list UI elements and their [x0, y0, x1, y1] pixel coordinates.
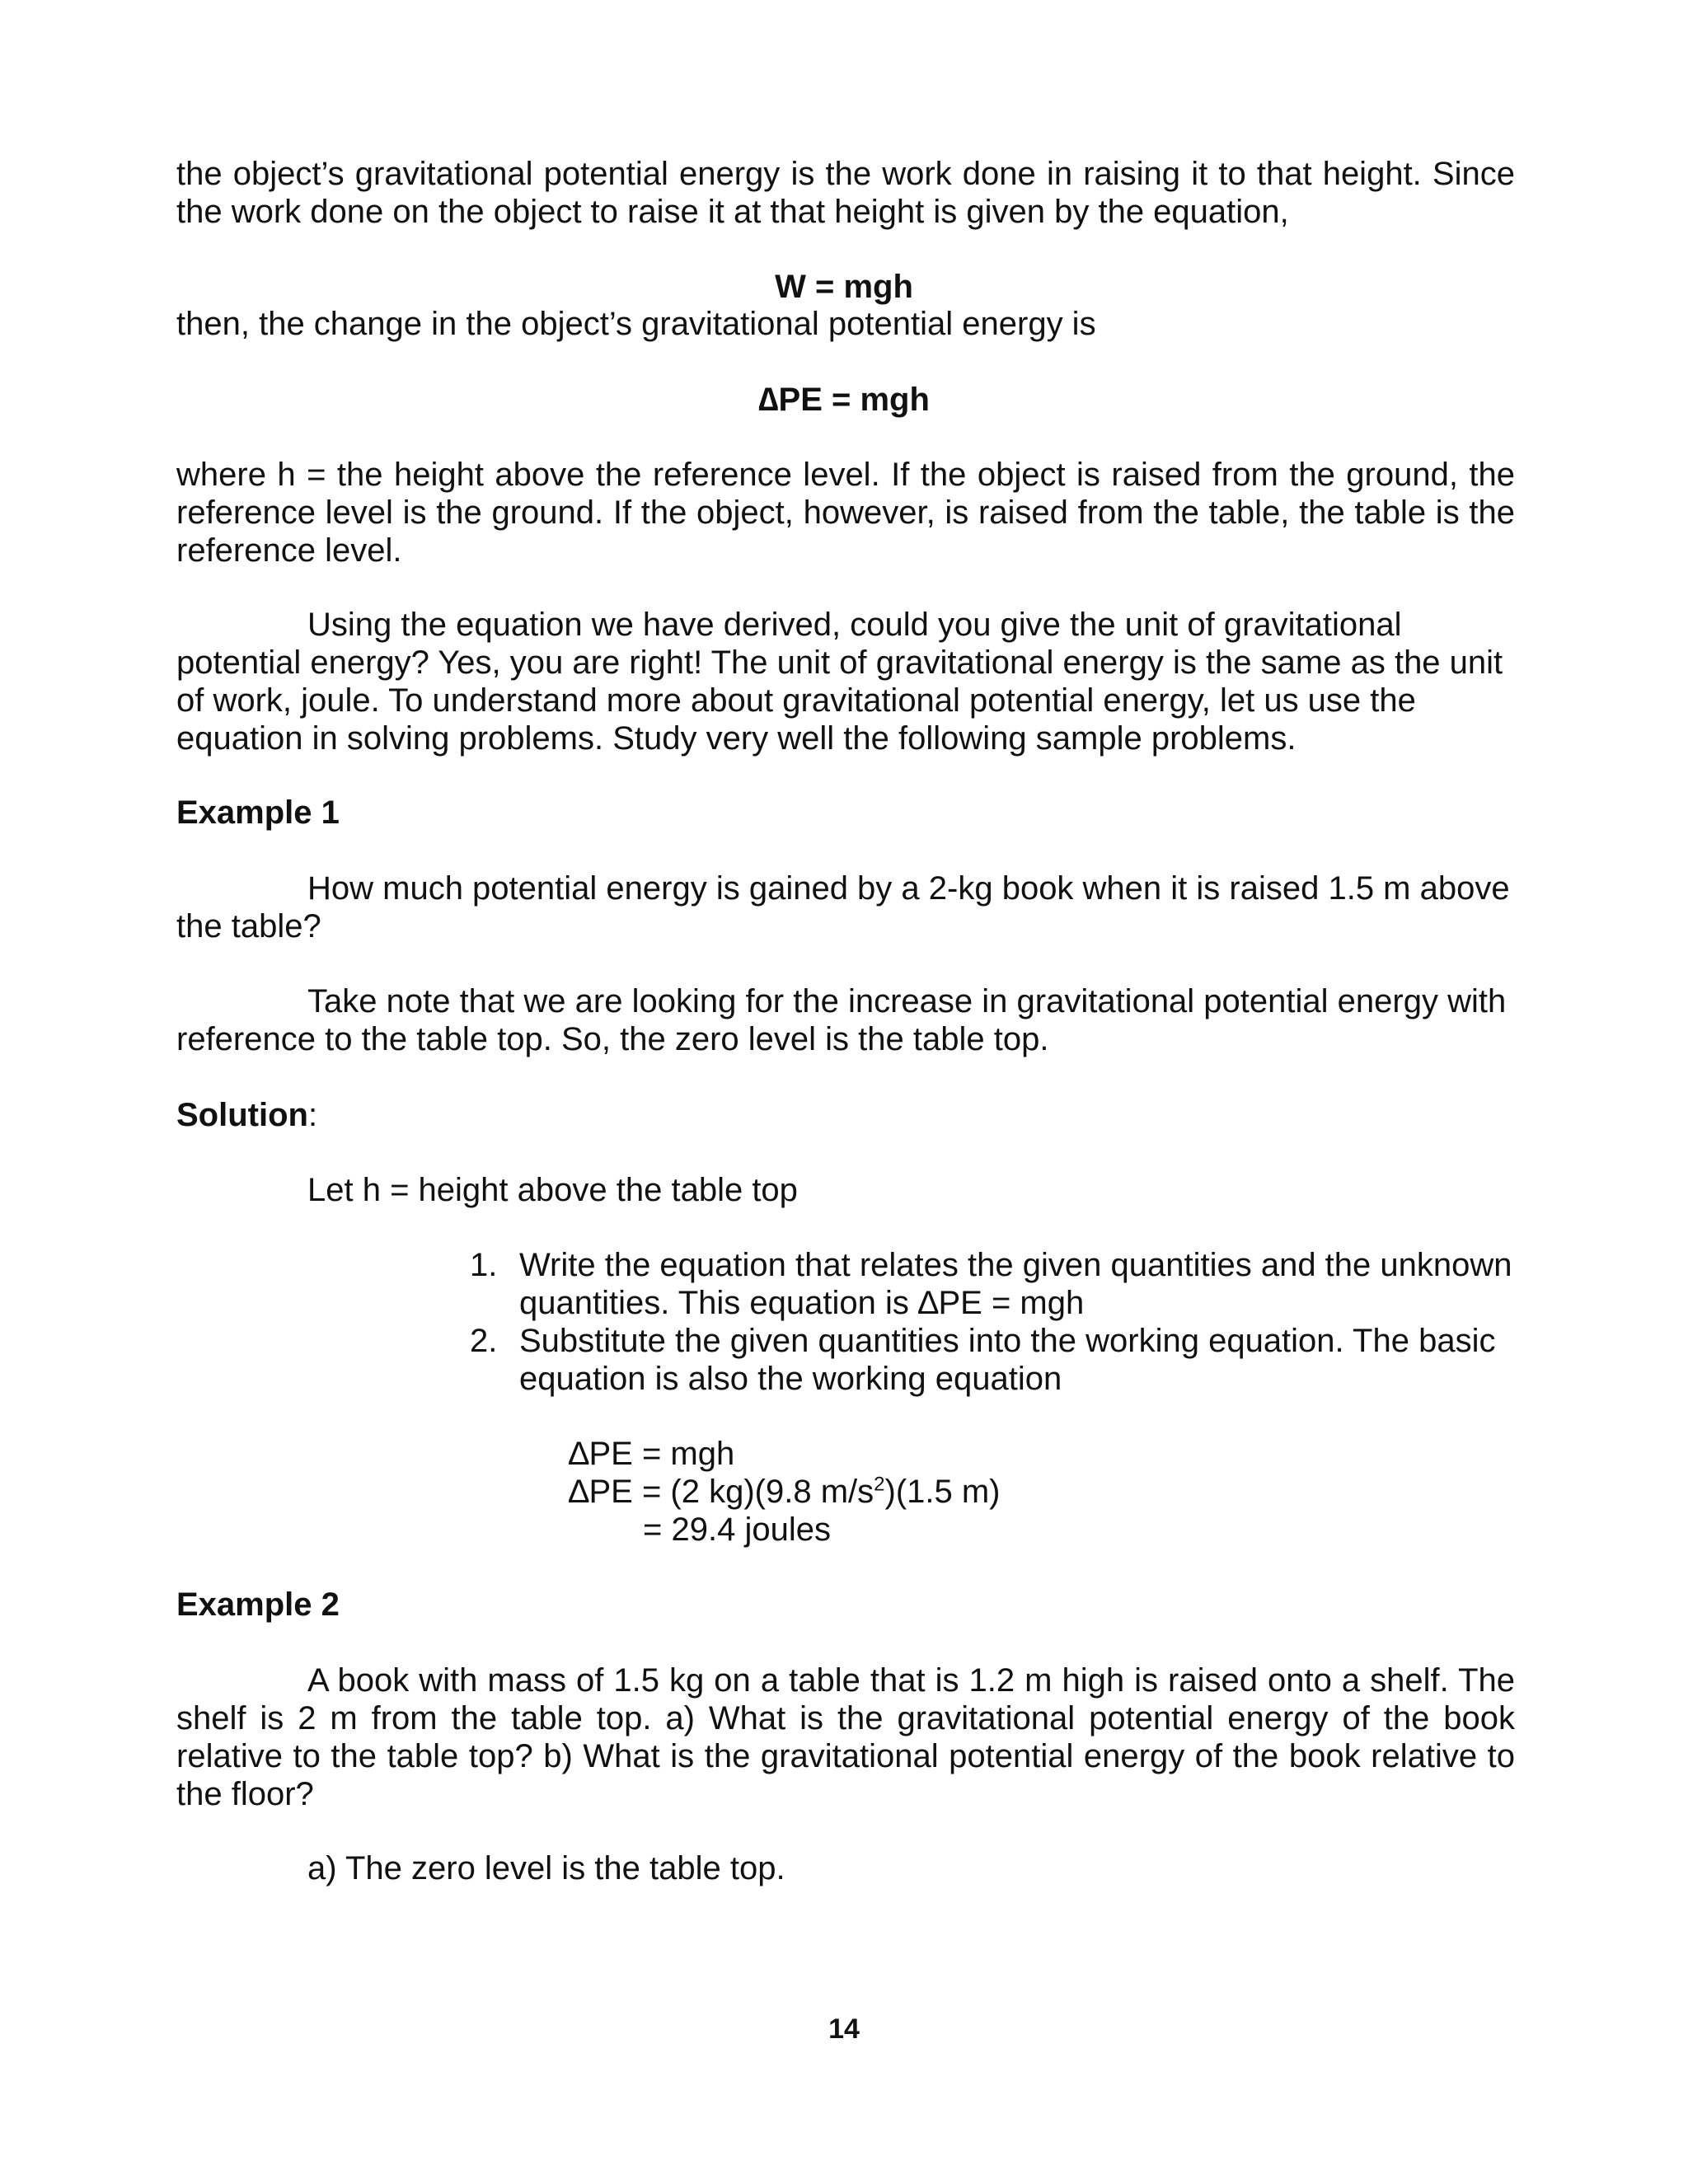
unit-line-3: of work, joule. To understand more about gravitational potential energy, let us use the — [176, 682, 1416, 719]
page-number: 14 — [828, 2013, 860, 2045]
example-1-heading: Example 1 — [176, 794, 340, 831]
example-1-note-line-1: Take note that we are looking for the increase in gravitational potential energy with — [307, 983, 1507, 1019]
unit-line-2: potential energy? Yes, you are right! The unit of gravitational energy is the same as the unit — [176, 644, 1503, 681]
calc-line-2-exponent: 2 — [874, 1473, 885, 1496]
intro-line-1: the object’s gravitational potential energy is the work done in raising it to that height. Since — [176, 156, 1515, 192]
example-1-question-line-1: How much potential energy is gained by a 2-kg book when it is raised 1.5 m above — [307, 870, 1510, 907]
intro-line-2: the work done on the object to raise it at that height is given by the equation, — [176, 194, 1289, 230]
reference-line-2: reference level is the ground. If the object, however, is raised from the table, the table is the — [176, 494, 1515, 531]
example-1-question-line-2: the table? — [176, 908, 321, 944]
step-1-number: 1. — [470, 1247, 498, 1283]
then-line: then, the change in the object’s gravitational potential energy is — [176, 306, 1096, 342]
example-2-question-line-2: shelf is 2 m from the table top. a) What is the gravitational potential energy of the book — [176, 1700, 1515, 1736]
step-2-line-1: Substitute the given quantities into the working equation. The basic — [519, 1323, 1496, 1359]
calc-line-1: ∆PE = mgh — [569, 1436, 735, 1472]
reference-paragraph — [176, 456, 1515, 569]
example-2-heading: Example 2 — [176, 1586, 340, 1623]
step-2-number: 2. — [470, 1323, 498, 1359]
unit-line-1: Using the equation we have derived, could you give the unit of gravitational — [307, 607, 1402, 643]
solution-label-colon: : — [307, 1097, 318, 1133]
unit-line-4: equation in solving problems. Study very well the following sample problems. — [176, 720, 1296, 757]
example-2-question-line-1: A book with mass of 1.5 kg on a table that is 1.2 m high is raised onto a shelf. The — [307, 1662, 1515, 1699]
calc-line-2-post: )(1.5 m) — [884, 1474, 1001, 1510]
solution-label-text: Solution — [176, 1097, 308, 1133]
example-2-question-line-4: the floor? — [176, 1776, 314, 1812]
example-2-part-a: a) The zero level is the table top. — [307, 1850, 785, 1886]
step-1-line-2: quantities. This equation is ∆PE = mgh — [519, 1285, 1085, 1321]
example-1-note-line-2: reference to the table top. So, the zero level is the table top. — [176, 1021, 1049, 1057]
step-2-line-2: equation is also the working equation — [519, 1361, 1062, 1397]
let-h-line: Let h = height above the table top — [307, 1172, 798, 1208]
step-1-line-1: Write the equation that relates the given quantities and the unknown — [519, 1247, 1512, 1283]
solution-label — [176, 1096, 317, 1134]
potential-energy-equation: ∆PE = mgh — [758, 382, 930, 418]
example-2-question — [176, 1661, 1515, 1813]
calc-line-2-pre: ∆PE = (2 kg)(9.8 m/s — [569, 1474, 874, 1510]
calc-line-3: = 29.4 joules — [643, 1511, 831, 1548]
example-2-question-line-3: relative to the table top? b) What is the gravitational potential energy of the book relative to — [176, 1738, 1515, 1774]
reference-line-1: where h = the height above the reference level. If the object is raised from the ground, the — [176, 457, 1515, 493]
calc-line-2 — [569, 1473, 1001, 1511]
intro-paragraph — [176, 155, 1515, 231]
work-equation: W = mgh — [775, 269, 913, 305]
reference-line-3: reference level. — [176, 532, 402, 569]
